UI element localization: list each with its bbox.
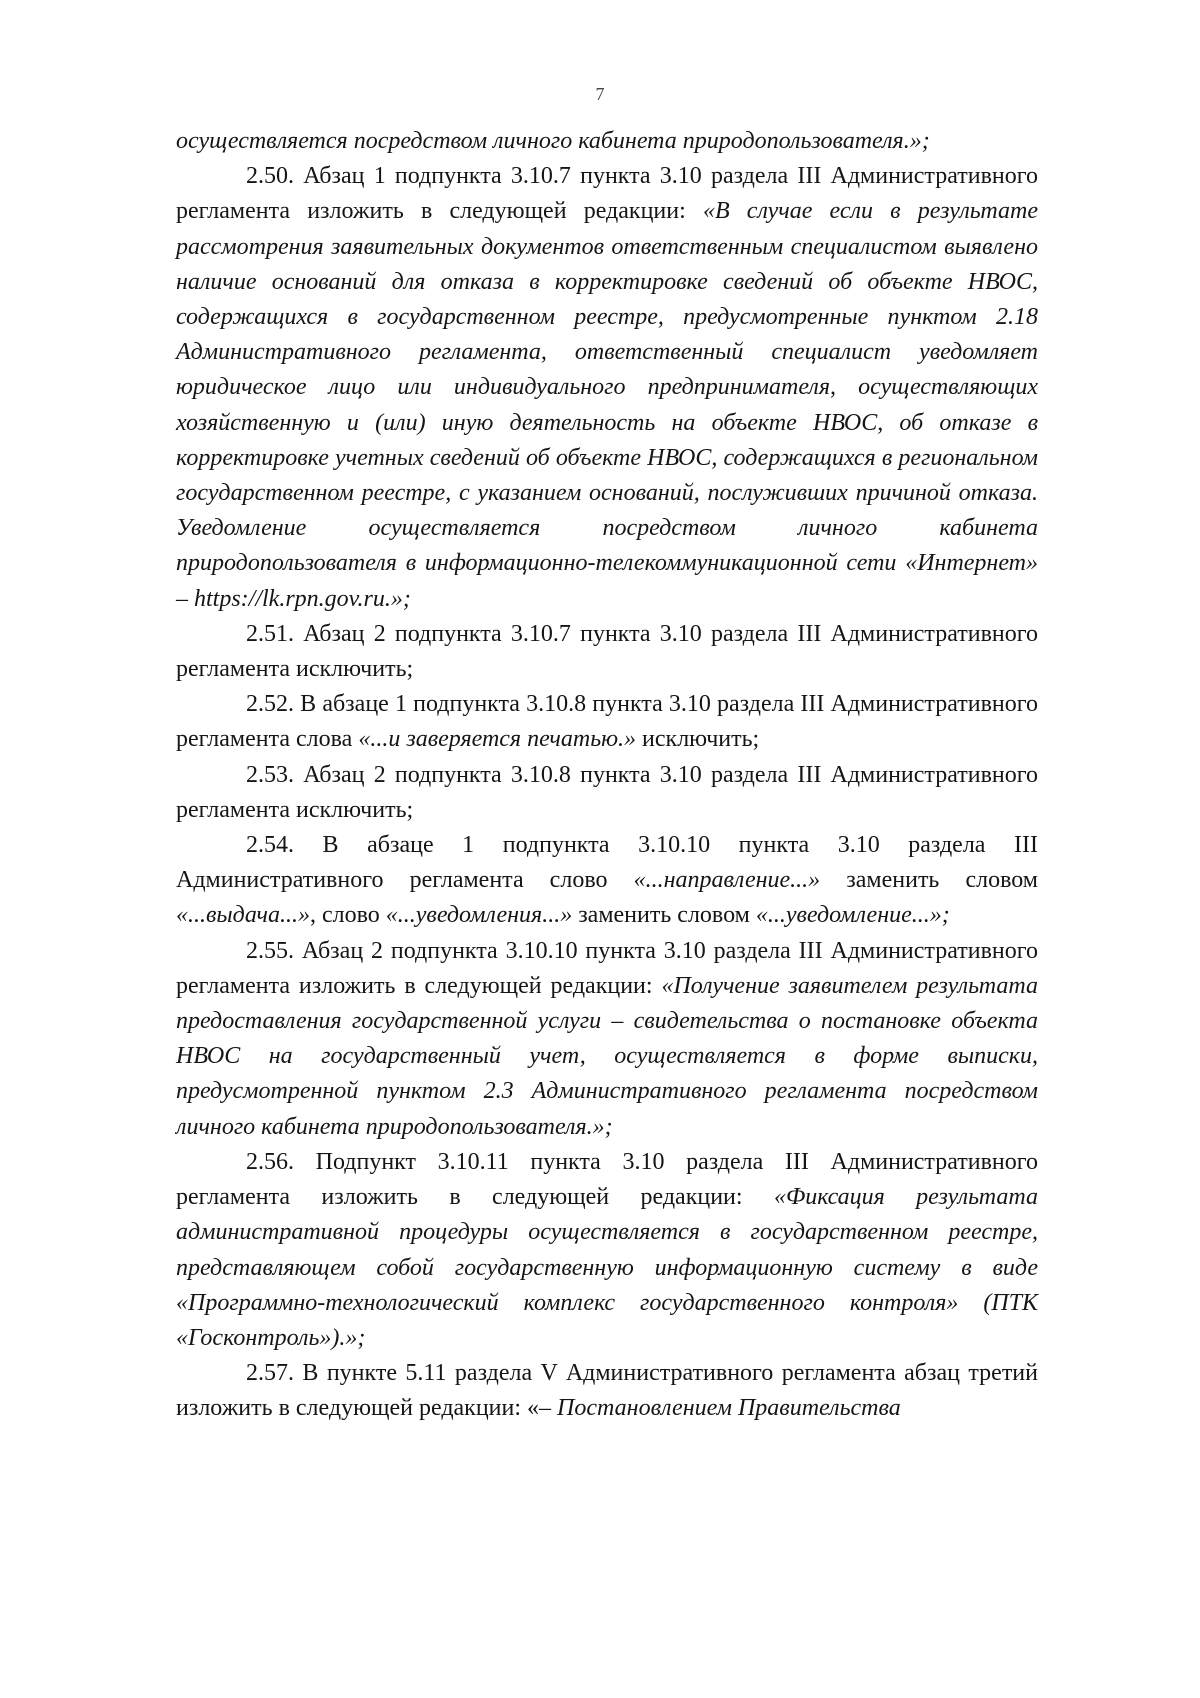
text-run: исключить; [636, 726, 760, 753]
italic-text-run: «...выдача...» [176, 902, 310, 929]
italic-text-run: «...уведомление...»; [755, 902, 950, 929]
text-run: заменить словом [820, 867, 1038, 894]
paragraph [176, 159, 1038, 617]
paragraph [176, 617, 1038, 687]
text-run: 2.54. В абзаце 1 подпункта 3.10.10 пункта 3.10 раздела III Административного регламента слово [176, 832, 1038, 894]
text-run: 2.55. Абзац 2 подпункта 3.10.10 пункта 3.10 раздела III Административного регламента изложить в следующей редакции: [176, 937, 1038, 999]
paragraph [176, 1145, 1038, 1356]
text-run: 2.51. Абзац 2 подпункта 3.10.7 пункта 3.10 раздела III Административного регламента исключить; [176, 620, 1038, 683]
italic-text-run: «Получение заявителем результата предоставления государственной услуги – свидетельства о постановке объекта НВОС на государственный учет, осуществляется в форме выписки, предусмотренной пунктом 2.3 Административного регламента посредством личного кабинета природопользователя.»; [176, 972, 1038, 1140]
italic-text-run: – Постановлением Правительства [539, 1395, 901, 1422]
text-run: 2.57. В пункте 5.11 раздела V Административного регламента абзац третий изложить в следующей редакции: « [176, 1360, 1038, 1422]
text-run: , слово [309, 902, 386, 929]
italic-text-run: «...и заверяется печатью.» [358, 726, 637, 753]
italic-text-run: «Фиксация результата административной процедуры осуществляется в государственном реестре, представляющем собой государственную информационную систему в виде «Программно-технологический комплекс государственного контроля» (ПТК «Госконтроль»).»; [176, 1184, 1038, 1351]
paragraph [176, 828, 1038, 934]
text-run: 2.52. В абзаце 1 подпункта 3.10.8 пункта 3.10 раздела III Административного регламента слова [176, 691, 1038, 753]
paragraph [176, 124, 1038, 159]
paragraph [176, 934, 1038, 1145]
paragraph [176, 758, 1038, 828]
italic-text-run: «...направление...» [633, 867, 821, 894]
text-run: заменить словом [572, 902, 756, 929]
paragraph [176, 1356, 1038, 1426]
text-run: 2.50. Абзац 1 подпункта 3.10.7 пункта 3.10 раздела III Административного регламента изложить в следующей редакции: [176, 163, 1038, 225]
page-number: 7 [595, 84, 605, 104]
italic-text-run: осуществляется посредством личного кабинета природопользователя.»; [176, 128, 930, 154]
text-run: 2.56. Подпункт 3.10.11 пункта 3.10 раздела III Административного регламента изложить в следующей редакции: [176, 1148, 1038, 1211]
italic-text-run: «...уведомления...» [385, 902, 573, 929]
text-run: 2.53. Абзац 2 подпункта 3.10.8 пункта 3.10 раздела III Административного регламента исключить; [176, 761, 1038, 823]
document-body [176, 124, 1038, 1427]
paragraph [176, 687, 1038, 757]
italic-text-run: «В случае если в результате рассмотрения заявительных документов ответственным специалистом выявлено наличие оснований для отказа в корректировке сведений об объекте НВОС, содержащихся в государственном реестре, предусмотренные пунктом 2.18 Административного регламента, ответственный специалист уведомляет юридическое лицо или индивидуального предпринимателя, осуществляющих хозяйственную и (или) иную деятельность на объекте НВОС, об отказе в корректировке учетных сведений об объекте НВОС, содержащихся в региональном государственном реестре, с указанием оснований, послуживших причиной отказа. Уведомление осуществляется посредством личного кабинета природопользователя в информационно-телекоммуникационной сети «Интернет» – https://lk.rpn.gov.ru.»; [176, 198, 1038, 612]
